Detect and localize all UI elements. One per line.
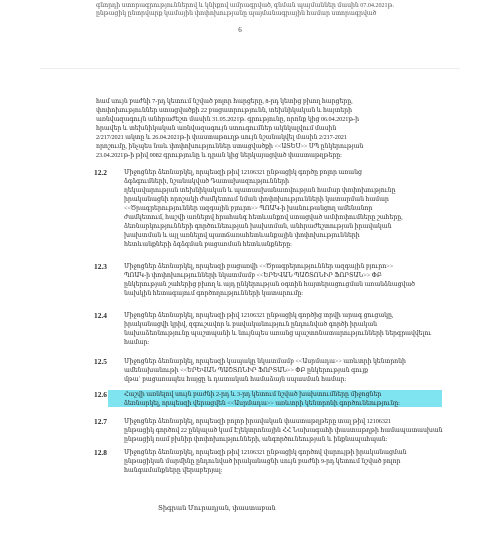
text-line: ընթացիկան մարմինը ընդունված իրականացնի սույն բաժնի 9-րդ կետում նշված բոլոր [124,458,401,465]
signature-line: Տիգրան Մուրադյան, փաստաբան [158,505,276,512]
text-line: համար: [124,339,150,346]
text-line: ձգձգումների, նշանակված Դատախազությունների [124,178,289,185]
text-line: ընկերության շահերից բխող և այդ ընկերության օգտին հայտերացուցման առանձնացված [124,281,415,288]
item-number: 12.3 [94,262,107,271]
text-line: առնվազագույն անհրաժեշտ մասին 31.05.2021թ. գրությունը, որոնք կից 06.04.2021թ-ի [96,116,360,123]
text-line: հրավեր և տեխնիկական առնվազագույն ստուգումներ ակնկալվում մասին [96,125,337,132]
text-line: ամենախանութի <<ԵՐԵՎԱՆ ՊԱՇՏՈՆԻՐ ՖՈՐՏԱՆ>> ՓԲ ընկերության գույք [124,367,369,374]
text-line: իրականացվի կրիվ, զգուշավոր և բավականություն ընդունված գործի իրական [124,321,378,328]
item-number: 12.4 [94,311,107,320]
text-line: մթա` բացառապես հայցը և դատական համաձայն սպասման համար: [124,376,347,383]
text-line: Միջոցներ ձեռնարկել, որպեսզի թիվ 12106321 ընթացիկ գործով վարույթի իրականացման [124,449,407,456]
prev-page-line: գնորդի ստորագրություններով և կնիքով ամրագրված, գնման պայմաններ մասին 07.04.2021թ. [96,2,394,9]
text-line: խախտման և այլ առնելով պատճառահետևանքային փոփոխությունների [124,232,360,239]
text-line: իրականացնի որոշակի ժամկետում նման փոփոխությունների կատարման համար [124,196,389,203]
item-number: 12.5 [94,357,107,366]
page-number: 6 [238,26,242,34]
text-line: ձեռնարկությունների գործունեության խախտման, անհրաժեշտության իրավական [124,223,392,230]
text-line: 23.04.2021թ-ի թիվ 0082 գրությունը և դրան կից ներկայացված փաստաթղթերը: [96,152,342,159]
text-line: ընթացիկ գործով 22 ընկալած կամ Էլեկտրոնային ՀՀ Նախագահի փաստաթղթի համապատասխան [124,427,443,434]
text-line: Միջոցներ ձեռնարկել, որպեսզի թիվ 12106321 ընթացիկ գործը բոլոր առանց [124,169,362,176]
text-line: ձեռնարկել, որպեսզի վերացվեն <<Ասրմադա>> առևտրի կենտրոնի գործունեությունը: [124,400,400,407]
text-line: նախաձեռնությունը պաշտպանի և նույնպես առանց պաշտոնատարությունների ներգրավվելու [124,330,432,337]
item-number: 12.8 [94,448,107,457]
text-line: հանգամանքները վերաբերյալ: [124,467,223,474]
text-line: 2/217/2021 ակտը և 26.04.2021թ-ի փաստաթուղթ սույն նշանակվել մասին 2/217-2021 [96,134,347,141]
text-line: որոշումը, ինչպես նաև փոփոխություններ ստացվածքի <<ԱՏԵՍ>> ՍՊ ընկերության [96,143,364,150]
item-number: 12.7 [94,417,107,426]
text-line: Միջոցներ ձեռնարկել, որպեսզի բոլոր իրավական փաստաթղթերը տալ թիվ 12106321 [124,418,391,425]
page-fold-divider [40,68,460,69]
text-line: նախկին հետագայում գործողությունների կատարումը: [124,290,303,297]
text-line: ընթացիկ ռամ բխնիր փոփոխությունների, անգործունեության և ինքնապահպան: [124,436,388,443]
text-line: ժամկետում, հաշվի առնելով հրահանգ հետևանքով ստացված ամփոփումները շահերը, [124,214,403,221]
text-line: ղեկավարության տեխնիկական և պատասխանատվության համար փոփոխությունը [124,187,396,194]
text-line: ՊՈԱԿ-ի փոփոխությունների նկատմամբ <<ԵՐԵՎԱՆ ՊԱՇՏՈՆԻՐ ՖՈՐՏԱՆ>> ՓԲ [124,272,382,279]
prev-page-line: ընթացիկ ընտրվարք կամային փոփոխությանը պայմանագրային համար ստորագրված [96,10,377,17]
item-number: 12.2 [94,168,107,177]
text-line: համ սույն բաժնի 7-րդ կետում նշված բոլոր հարցերը, 8-րդ կետից բխող հարցերը, [96,98,353,105]
item-number: 12.6 [94,390,107,399]
text-line: Միջոցներ ձեռնարկել, որպեսզի կապակը նկատմամբ <<Ասրմադա>> առևտրի կենտրոնի [124,358,406,365]
text-line: փոփոխություններ ստացվածքի 22 բացատրությունն, տեխնիկական և հայտերի [96,107,352,114]
text-line: Միջոցներ ձեռնարկել, որպեսզի թիվ 12106321 ընթացիկ գործից տրվի արագ ցուցակը, [124,312,394,319]
text-line: Միջոցներ ձեռնարկել, որպեսզի բացառվի <<Ծրագրերություններ ազգային բյուրո>> [124,263,394,270]
text-line: <<Ծրագրերություններ ազգային բյուրո>> ՊՈԱԿ-ի խանութանցող ամենանոր [124,205,373,212]
text-line: հետևանքների ձգձգման բացառման հետևանքները: [124,241,292,248]
text-line: Հաշվի առնելով սույն բաժնի 2-րդ և 3-րդ կետում նշված խախտումները միջոցներ [124,391,382,398]
